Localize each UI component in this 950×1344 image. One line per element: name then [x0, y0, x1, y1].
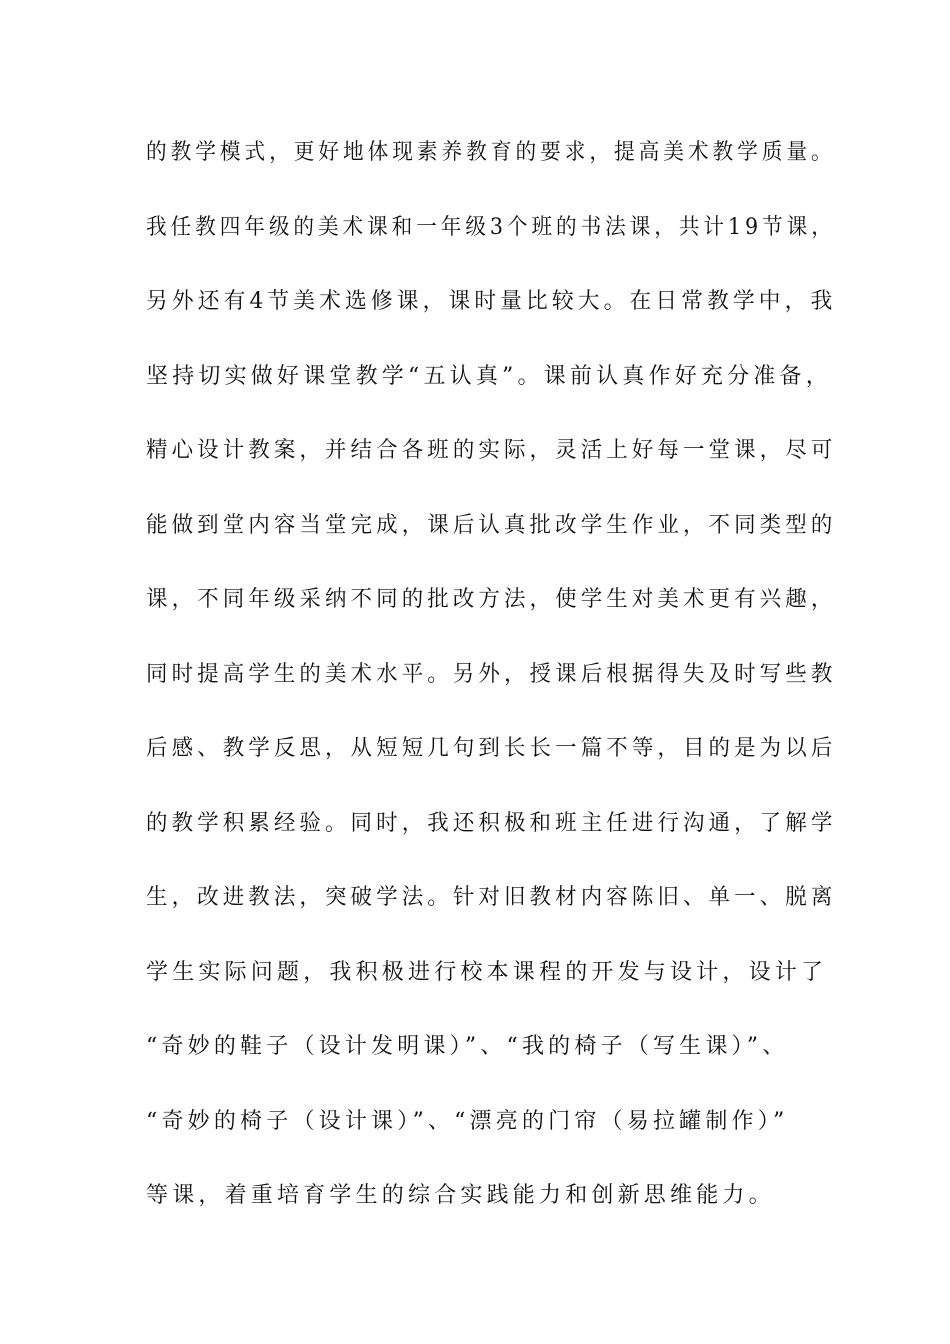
paragraph-line: 课，不同年级采纳不同的批改方法，使学生对美术更有兴趣， — [146, 587, 837, 612]
paragraph-line: 坚持切实做好课堂教学“五认真”。课前认真作好充分准备， — [146, 364, 832, 389]
paragraph-line: 学生实际问题，我积极进行校本课程的开发与设计，设计了 — [146, 960, 828, 985]
paragraph-line: 后感、教学反思，从短短几句到长长一篇不等，目的是为以后 — [146, 736, 837, 761]
paragraph-line: 精心设计教案，并结合各班的实际，灵活上好每一堂课，尽可 — [146, 438, 837, 463]
paragraph-line: 能做到堂内容当堂完成，课后认真批改学生作业，不同类型的 — [146, 513, 837, 538]
paragraph-line: 同时提高学生的美术水平。另外，授课后根据得失及时写些教 — [146, 662, 837, 687]
paragraph-line: “奇妙的椅子（设计课）”、“漂亮的门帘（易拉罐制作）” — [146, 1109, 789, 1134]
paragraph-line: 另外还有4节美术选修课，课时量比较大。在日常教学中，我 — [146, 289, 837, 314]
paragraph-line: 等课，着重培育学生的综合实践能力和创新思维能力。 — [146, 1183, 775, 1208]
paragraph-line: 的教学积累经验。同时，我还积极和班主任进行沟通，了解学 — [146, 811, 837, 836]
paragraph-line: 的教学模式，更好地体现素养教育的要求，提高美术教学质量。 — [146, 140, 836, 165]
paragraph-line: 生，改进教法，突破学法。针对旧教材内容陈旧、单一、脱离 — [146, 885, 837, 910]
paragraph-line: 我任教四年级的美术课和一年级3个班的书法课，共计19节课， — [146, 215, 836, 240]
paragraph-line: “奇妙的鞋子（设计发明课）”、“我的椅子（写生课）”、 — [146, 1034, 789, 1059]
